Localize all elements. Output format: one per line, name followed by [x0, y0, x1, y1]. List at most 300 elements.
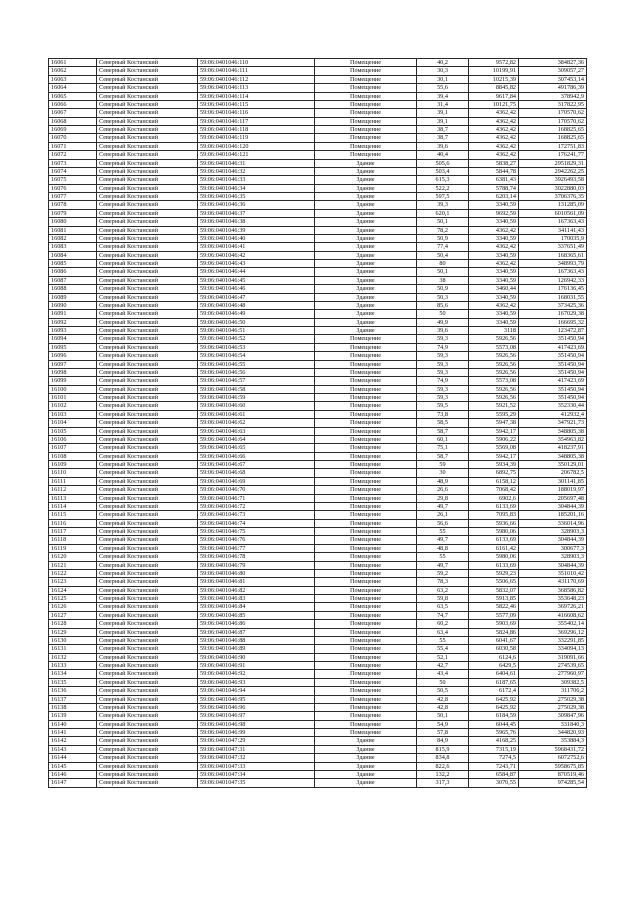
object-type-cell: Помещение [315, 59, 417, 67]
cadastral-value-cell: 350129,01 [519, 461, 587, 469]
cadastral-number-cell: 59:06:0401046:53 [198, 343, 315, 351]
table-row [49, 394, 587, 402]
cadastral-value-cell: 336014,96 [519, 519, 587, 527]
address-cell: Северный Костанский [97, 285, 198, 293]
table-row [49, 703, 587, 711]
cadastral-number-cell: 59:06:0401046:49 [198, 310, 315, 318]
table-row [49, 176, 587, 184]
row-number: 16130 [49, 636, 97, 644]
table-row [49, 687, 587, 695]
address-cell: Северный Костанский [97, 703, 198, 711]
address-cell: Северный Костанский [97, 519, 198, 527]
cadastral-value-cell: 6072752,6 [519, 754, 587, 762]
cadastral-value-cell: 384827,36 [519, 59, 587, 67]
cadastral-value-cell: 172751,83 [519, 142, 587, 150]
cadastral-number-cell: 59:06:0401046:116 [198, 109, 315, 117]
object-type-cell: Помещение [315, 578, 417, 586]
table-row [49, 620, 587, 628]
cadastral-value-cell: 351450,94 [519, 368, 587, 376]
area-cell: 38,7 [417, 126, 469, 134]
cadastral-number-cell: 59:06:0401046:48 [198, 301, 315, 309]
row-number: 16138 [49, 703, 97, 711]
object-type-cell: Помещение [315, 502, 417, 510]
cadastral-value-cell: 168825,65 [519, 134, 587, 142]
row-number: 16083 [49, 243, 97, 251]
object-type-cell: Помещение [315, 109, 417, 117]
specific-value-cell: 5844,78 [469, 167, 519, 175]
area-cell: 50,1 [417, 218, 469, 226]
area-cell: 503,4 [417, 167, 469, 175]
cadastral-value-cell: 300677,3 [519, 544, 587, 552]
address-cell: Северный Костанский [97, 645, 198, 653]
cadastral-number-cell: 59:06:0401046:67 [198, 461, 315, 469]
address-cell: Северный Костанский [97, 327, 198, 335]
address-cell: Северный Костанский [97, 109, 198, 117]
specific-value-cell: 10121,75 [469, 100, 519, 108]
specific-value-cell: 5926,56 [469, 360, 519, 368]
specific-value-cell: 6133,69 [469, 502, 519, 510]
table-row [49, 477, 587, 485]
table-body [49, 59, 587, 788]
table-row [49, 352, 587, 360]
object-type-cell: Помещение [315, 92, 417, 100]
table-row [49, 444, 587, 452]
specific-value-cell: 6124,6 [469, 653, 519, 661]
object-type-cell: Помещение [315, 678, 417, 686]
cadastral-value-cell: 275029,38 [519, 695, 587, 703]
specific-value-cell: 5934,39 [469, 461, 519, 469]
row-number: 16111 [49, 477, 97, 485]
table-row [49, 645, 587, 653]
cadastral-number-cell: 59:06:0401046:60 [198, 402, 315, 410]
cadastral-value-cell: 352330,44 [519, 402, 587, 410]
address-cell: Северный Костанский [97, 662, 198, 670]
object-type-cell: Помещение [315, 528, 417, 536]
table-row [49, 720, 587, 728]
row-number: 16102 [49, 402, 97, 410]
address-cell: Северный Костанский [97, 301, 198, 309]
object-type-cell: Здание [315, 737, 417, 745]
cadastral-number-cell: 59:06:0401046:50 [198, 318, 315, 326]
address-cell: Северный Костанский [97, 561, 198, 569]
area-cell: 75,1 [417, 444, 469, 452]
table-row [49, 653, 587, 661]
cadastral-value-cell: 974285,54 [519, 779, 587, 787]
table-row [49, 737, 587, 745]
area-cell: 48,8 [417, 544, 469, 552]
address-cell: Северный Костанский [97, 226, 198, 234]
cadastral-value-cell: 277960,97 [519, 670, 587, 678]
cadastral-value-cell: 304844,39 [519, 502, 587, 510]
object-type-cell: Здание [315, 184, 417, 192]
cadastral-number-cell: 59:06:0401046:62 [198, 419, 315, 427]
row-number: 16109 [49, 461, 97, 469]
area-cell: 49,7 [417, 561, 469, 569]
cadastral-value-cell: 417423,69 [519, 377, 587, 385]
specific-value-cell: 7243,71 [469, 762, 519, 770]
specific-value-cell: 5942,17 [469, 427, 519, 435]
specific-value-cell: 6184,59 [469, 712, 519, 720]
object-type-cell: Помещение [315, 452, 417, 460]
area-cell: 63,5 [417, 603, 469, 611]
cadastral-number-cell: 59:06:0401046:74 [198, 519, 315, 527]
object-type-cell: Помещение [315, 100, 417, 108]
cadastral-value-cell: 373425,36 [519, 301, 587, 309]
specific-value-cell: 4362,42 [469, 134, 519, 142]
address-cell: Северный Костанский [97, 595, 198, 603]
object-type-cell: Помещение [315, 368, 417, 376]
table-row [49, 469, 587, 477]
address-cell: Северный Костанский [97, 59, 198, 67]
cadastral-value-cell: 417423,69 [519, 343, 587, 351]
row-number: 16125 [49, 595, 97, 603]
table-row [49, 578, 587, 586]
row-number: 16097 [49, 360, 97, 368]
object-type-cell: Здание [315, 762, 417, 770]
table-row [49, 536, 587, 544]
table-row [49, 452, 587, 460]
cadastral-number-cell: 59:06:0401046:51 [198, 327, 315, 335]
specific-value-cell: 6133,69 [469, 536, 519, 544]
row-number: 16106 [49, 435, 97, 443]
object-type-cell: Помещение [315, 544, 417, 552]
cadastral-value-cell: 3706376,35 [519, 193, 587, 201]
table-row [49, 260, 587, 268]
cadastral-number-cell: 59:06:0401046:65 [198, 444, 315, 452]
cadastral-value-cell: 168365,61 [519, 251, 587, 259]
cadastral-value-cell: 5968431,72 [519, 745, 587, 753]
row-number: 16085 [49, 260, 97, 268]
address-cell: Северный Костанский [97, 536, 198, 544]
table-row [49, 586, 587, 594]
cadastral-value-cell: 355402,14 [519, 620, 587, 628]
specific-value-cell: 4362,42 [469, 142, 519, 150]
table-row [49, 662, 587, 670]
cadastral-value-cell: 131285,09 [519, 201, 587, 209]
cadastral-value-cell: 353884,3 [519, 737, 587, 745]
area-cell: 29,8 [417, 494, 469, 502]
area-cell: 39,6 [417, 142, 469, 150]
object-type-cell: Помещение [315, 712, 417, 720]
object-type-cell: Здание [315, 276, 417, 284]
object-type-cell: Здание [315, 779, 417, 787]
object-type-cell: Помещение [315, 377, 417, 385]
object-type-cell: Помещение [315, 553, 417, 561]
address-cell: Северный Костанский [97, 444, 198, 452]
object-type-cell: Помещение [315, 410, 417, 418]
cadastral-value-cell: 332291,85 [519, 636, 587, 644]
area-cell: 85,6 [417, 301, 469, 309]
cadastral-value-cell: 170570,62 [519, 109, 587, 117]
address-cell: Северный Костанский [97, 184, 198, 192]
area-cell: 60,2 [417, 620, 469, 628]
cadastral-number-cell: 59:06:0401046:42 [198, 251, 315, 259]
specific-value-cell: 5577,09 [469, 611, 519, 619]
object-type-cell: Помещение [315, 126, 417, 134]
area-cell: 59,3 [417, 385, 469, 393]
row-number: 16062 [49, 67, 97, 75]
table-row [49, 226, 587, 234]
area-cell: 55 [417, 553, 469, 561]
cadastral-number-cell: 59:06:0401046:92 [198, 670, 315, 678]
row-number: 16139 [49, 712, 97, 720]
specific-value-cell: 6892,75 [469, 469, 519, 477]
table-row [49, 636, 587, 644]
cadastral-value-cell: 3926493,58 [519, 176, 587, 184]
row-number: 16100 [49, 385, 97, 393]
cadastral-value-cell: 351450,94 [519, 335, 587, 343]
object-type-cell: Помещение [315, 519, 417, 527]
object-type-cell: Помещение [315, 653, 417, 661]
object-type-cell: Помещение [315, 595, 417, 603]
row-number: 16075 [49, 176, 97, 184]
specific-value-cell: 6381,43 [469, 176, 519, 184]
object-type-cell: Помещение [315, 695, 417, 703]
specific-value-cell: 5926,56 [469, 335, 519, 343]
area-cell: 63,4 [417, 628, 469, 636]
table-row [49, 377, 587, 385]
document-page [48, 58, 586, 788]
object-type-cell: Здание [315, 285, 417, 293]
area-cell: 58,7 [417, 427, 469, 435]
address-cell: Северный Костанский [97, 553, 198, 561]
address-cell: Северный Костанский [97, 318, 198, 326]
table-row [49, 201, 587, 209]
row-number: 16107 [49, 444, 97, 452]
object-type-cell: Здание [315, 243, 417, 251]
address-cell: Северный Костанский [97, 293, 198, 301]
cadastral-number-cell: 59:06:0401046:68 [198, 469, 315, 477]
area-cell: 39,3 [417, 201, 469, 209]
cadastral-number-cell: 59:06:0401046:52 [198, 335, 315, 343]
cadastral-number-cell: 59:06:0401046:85 [198, 611, 315, 619]
address-cell: Северный Костанский [97, 653, 198, 661]
area-cell: 50,9 [417, 234, 469, 242]
object-type-cell: Помещение [315, 469, 417, 477]
area-cell: 50 [417, 310, 469, 318]
cadastral-number-cell: 59:06:0401046:118 [198, 126, 315, 134]
table-row [49, 318, 587, 326]
row-number: 16073 [49, 159, 97, 167]
cadastral-value-cell: 167363,43 [519, 268, 587, 276]
specific-value-cell: 5936,66 [469, 519, 519, 527]
object-type-cell: Помещение [315, 703, 417, 711]
table-row [49, 712, 587, 720]
table-row [49, 511, 587, 519]
cadastral-number-cell: 59:06:0401046:119 [198, 134, 315, 142]
cadastral-value-cell: 331840,3 [519, 720, 587, 728]
area-cell: 59,3 [417, 335, 469, 343]
object-type-cell: Помещение [315, 352, 417, 360]
specific-value-cell: 5965,76 [469, 729, 519, 737]
object-type-cell: Помещение [315, 586, 417, 594]
table-row [49, 92, 587, 100]
table-row [49, 745, 587, 753]
area-cell: 39,6 [417, 327, 469, 335]
table-row [49, 109, 587, 117]
row-number: 16086 [49, 268, 97, 276]
specific-value-cell: 5947,38 [469, 419, 519, 427]
specific-value-cell: 3340,59 [469, 318, 519, 326]
specific-value-cell: 6187,65 [469, 678, 519, 686]
row-number: 16114 [49, 502, 97, 510]
object-type-cell: Помещение [315, 645, 417, 653]
cadastral-number-cell: 59:06:0401047:33 [198, 762, 315, 770]
area-cell: 49,7 [417, 536, 469, 544]
area-cell: 30,1 [417, 75, 469, 83]
specific-value-cell: 4362,42 [469, 117, 519, 125]
object-type-cell: Здание [315, 310, 417, 318]
table-row [49, 502, 587, 510]
cadastral-number-cell: 59:06:0401046:88 [198, 636, 315, 644]
area-cell: 40,2 [417, 59, 469, 67]
cadastral-value-cell: 167029,38 [519, 310, 587, 318]
table-row [49, 435, 587, 443]
specific-value-cell: 5822,46 [469, 603, 519, 611]
address-cell: Северный Костанский [97, 435, 198, 443]
cadastral-value-cell: 337651,49 [519, 243, 587, 251]
cadastral-number-cell: 59:06:0401046:97 [198, 712, 315, 720]
object-type-cell: Помещение [315, 569, 417, 577]
object-type-cell: Помещение [315, 494, 417, 502]
cadastral-value-cell: 348993,79 [519, 260, 587, 268]
row-number: 16071 [49, 142, 97, 150]
area-cell: 59,3 [417, 360, 469, 368]
area-cell: 26,1 [417, 511, 469, 519]
area-cell: 50,1 [417, 712, 469, 720]
table-row [49, 368, 587, 376]
table-row [49, 151, 587, 159]
address-cell: Северный Костанский [97, 67, 198, 75]
cadastral-number-cell: 59:06:0401046:44 [198, 268, 315, 276]
row-number: 16096 [49, 352, 97, 360]
specific-value-cell: 3340,59 [469, 276, 519, 284]
object-type-cell: Помещение [315, 75, 417, 83]
address-cell: Северный Костанский [97, 201, 198, 209]
cadastral-number-cell: 59:06:0401046:89 [198, 645, 315, 653]
table-row [49, 268, 587, 276]
table-row [49, 75, 587, 83]
cadastral-value-cell: 2942262,25 [519, 167, 587, 175]
object-type-cell: Помещение [315, 628, 417, 636]
address-cell: Северный Костанский [97, 419, 198, 427]
specific-value-cell: 5926,56 [469, 368, 519, 376]
cadastral-value-cell: 431170,69 [519, 578, 587, 586]
cadastral-number-cell: 59:06:0401047:31 [198, 745, 315, 753]
cadastral-value-cell: 6010561,09 [519, 209, 587, 217]
cadastral-number-cell: 59:06:0401046:112 [198, 75, 315, 83]
address-cell: Северный Костанский [97, 310, 198, 318]
row-number: 16064 [49, 84, 97, 92]
area-cell: 74,9 [417, 343, 469, 351]
address-cell: Северный Костанский [97, 687, 198, 695]
row-number: 16068 [49, 117, 97, 125]
table-row [49, 561, 587, 569]
object-type-cell: Здание [315, 293, 417, 301]
object-type-cell: Помещение [315, 142, 417, 150]
area-cell: 48,9 [417, 477, 469, 485]
cadastral-number-cell: 59:06:0401046:36 [198, 201, 315, 209]
specific-value-cell: 6429,5 [469, 662, 519, 670]
address-cell: Северный Костанский [97, 578, 198, 586]
cadastral-number-cell: 59:06:0401046:86 [198, 620, 315, 628]
object-type-cell: Помещение [315, 611, 417, 619]
area-cell: 40,4 [417, 151, 469, 159]
cadastral-number-cell: 59:06:0401046:66 [198, 452, 315, 460]
area-cell: 39,4 [417, 92, 469, 100]
area-cell: 58,5 [417, 419, 469, 427]
table-row [49, 209, 587, 217]
object-type-cell: Помещение [315, 636, 417, 644]
address-cell: Северный Костанский [97, 770, 198, 778]
address-cell: Северный Костанский [97, 276, 198, 284]
specific-value-cell: 5906,22 [469, 435, 519, 443]
cadastral-number-cell: 59:06:0401046:57 [198, 377, 315, 385]
row-number: 16099 [49, 377, 97, 385]
row-number: 16108 [49, 452, 97, 460]
address-cell: Северный Костанский [97, 528, 198, 536]
area-cell: 55,6 [417, 84, 469, 92]
row-number: 16066 [49, 100, 97, 108]
specific-value-cell: 5903,69 [469, 620, 519, 628]
row-number: 16116 [49, 519, 97, 527]
cadastral-value-cell: 369296,12 [519, 628, 587, 636]
row-number: 16146 [49, 770, 97, 778]
specific-value-cell: 5569,08 [469, 444, 519, 452]
object-type-cell: Здание [315, 754, 417, 762]
table-row [49, 285, 587, 293]
specific-value-cell: 3118 [469, 327, 519, 335]
area-cell: 49,9 [417, 318, 469, 326]
object-type-cell: Здание [315, 218, 417, 226]
address-cell: Северный Костанский [97, 628, 198, 636]
address-cell: Северный Костанский [97, 117, 198, 125]
cadastral-value-cell: 5958675,85 [519, 762, 587, 770]
area-cell: 50,4 [417, 251, 469, 259]
area-cell: 55 [417, 528, 469, 536]
row-number: 16128 [49, 620, 97, 628]
row-number: 16129 [49, 628, 97, 636]
row-number: 16135 [49, 678, 97, 686]
cadastral-value-cell: 328903,3 [519, 553, 587, 561]
table-row [49, 528, 587, 536]
row-number: 16094 [49, 335, 97, 343]
cadastral-number-cell: 59:06:0401046:46 [198, 285, 315, 293]
object-type-cell: Здание [315, 745, 417, 753]
object-type-cell: Помещение [315, 670, 417, 678]
area-cell: 39,1 [417, 109, 469, 117]
cadastral-value-cell: 351450,94 [519, 352, 587, 360]
address-cell: Северный Костанский [97, 720, 198, 728]
object-type-cell: Здание [315, 167, 417, 175]
area-cell: 55,4 [417, 645, 469, 653]
cadastral-value-cell: 317822,95 [519, 100, 587, 108]
row-number: 16074 [49, 167, 97, 175]
area-cell: 49,7 [417, 502, 469, 510]
object-type-cell: Помещение [315, 402, 417, 410]
table-row [49, 553, 587, 561]
table-row [49, 678, 587, 686]
cadastral-value-cell: 123472,87 [519, 327, 587, 335]
specific-value-cell: 4362,42 [469, 109, 519, 117]
object-type-cell: Здание [315, 176, 417, 184]
table-row [49, 595, 587, 603]
area-cell: 63,2 [417, 586, 469, 594]
object-type-cell: Здание [315, 234, 417, 242]
address-cell: Северный Костанский [97, 260, 198, 268]
address-cell: Северный Костанский [97, 268, 198, 276]
area-cell: 78,3 [417, 578, 469, 586]
